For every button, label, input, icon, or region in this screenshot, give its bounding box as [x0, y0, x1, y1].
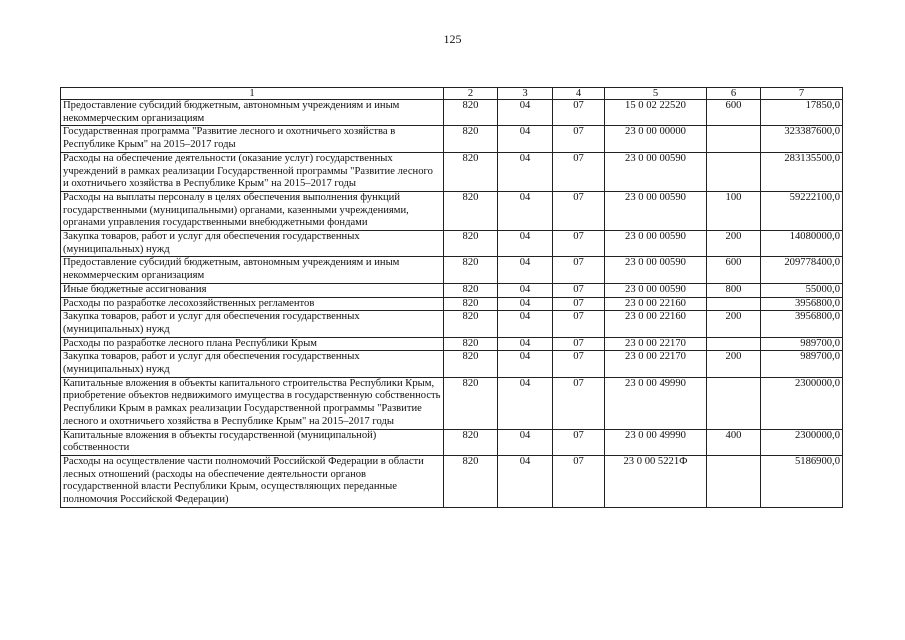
cell-col-6: 600: [707, 257, 761, 283]
table-row: [61, 297, 843, 311]
cell-col-4: 07: [553, 377, 605, 429]
cell-col-7: 2300000,0: [761, 377, 843, 429]
cell-col-6: [707, 152, 761, 191]
table-row: [61, 152, 843, 191]
cell-col-3: 04: [498, 257, 553, 283]
cell-col-3: 04: [498, 311, 553, 337]
row-description: Предоставление субсидий бюджетным, автономным учреждениям и иным некоммерческим организациям: [61, 257, 444, 283]
cell-col-2: 820: [444, 455, 498, 507]
cell-col-4: 07: [553, 311, 605, 337]
cell-col-7: 3956800,0: [761, 297, 843, 311]
cell-col-2: 820: [444, 152, 498, 191]
cell-col-2: 820: [444, 283, 498, 297]
row-description: Иные бюджетные ассигнования: [61, 283, 444, 297]
page-number: 125: [443, 32, 462, 46]
cell-col-6: [707, 455, 761, 507]
cell-col-4: 07: [553, 126, 605, 152]
row-description: Расходы на выплаты персоналу в целях обеспечения выполнения функций государственными (муниципальными) органами, казенными учреждениями, органами управления государственными внебюджетными фондами: [61, 191, 444, 230]
table-row: [61, 311, 843, 337]
cell-col-5: 23 0 00 00590: [605, 191, 707, 230]
cell-col-4: 07: [553, 351, 605, 377]
row-description: Государственная программа "Развитие лесного и охотничьего хозяйства в Республике Крым" на 2015–2017 годы: [61, 126, 444, 152]
cell-col-7: 323387600,0: [761, 126, 843, 152]
table-row: [61, 283, 843, 297]
column-header: 6: [707, 88, 761, 100]
cell-col-4: 07: [553, 152, 605, 191]
row-description: Расходы по разработке лесохозяйственных регламентов: [61, 297, 444, 311]
cell-col-7: 989700,0: [761, 337, 843, 351]
table-row: [61, 337, 843, 351]
cell-col-2: 820: [444, 231, 498, 257]
table-row: [61, 455, 843, 507]
cell-col-2: 820: [444, 311, 498, 337]
cell-col-7: 283135500,0: [761, 152, 843, 191]
cell-col-5: 23 0 00 00590: [605, 152, 707, 191]
table-body: [61, 100, 843, 508]
cell-col-2: 820: [444, 337, 498, 351]
cell-col-4: 07: [553, 283, 605, 297]
header-row: [61, 88, 843, 100]
cell-col-7: 17850,0: [761, 100, 843, 126]
cell-col-3: 04: [498, 455, 553, 507]
cell-col-7: 14080000,0: [761, 231, 843, 257]
cell-col-7: 989700,0: [761, 351, 843, 377]
cell-col-5: 23 0 00 22170: [605, 351, 707, 377]
cell-col-2: 820: [444, 297, 498, 311]
cell-col-6: 200: [707, 231, 761, 257]
cell-col-5: 23 0 00 49990: [605, 377, 707, 429]
column-header: 3: [498, 88, 553, 100]
row-description: Предоставление субсидий бюджетным, автономным учреждениям и иным некоммерческим организациям: [61, 100, 444, 126]
cell-col-3: 04: [498, 231, 553, 257]
cell-col-7: 3956800,0: [761, 311, 843, 337]
row-description: Расходы по разработке лесного плана Республики Крым: [61, 337, 444, 351]
cell-col-2: 820: [444, 257, 498, 283]
table-row: [61, 100, 843, 126]
cell-col-6: 800: [707, 283, 761, 297]
table-row: [61, 377, 843, 429]
column-header: 7: [761, 88, 843, 100]
cell-col-6: [707, 337, 761, 351]
cell-col-4: 07: [553, 100, 605, 126]
cell-col-3: 04: [498, 337, 553, 351]
cell-col-2: 820: [444, 377, 498, 429]
cell-col-6: [707, 377, 761, 429]
cell-col-3: 04: [498, 297, 553, 311]
cell-col-7: 5186900,0: [761, 455, 843, 507]
cell-col-3: 04: [498, 351, 553, 377]
row-description: Капитальные вложения в объекты государственной (муниципальной) собственности: [61, 429, 444, 455]
cell-col-2: 820: [444, 191, 498, 230]
cell-col-6: 200: [707, 311, 761, 337]
cell-col-5: 23 0 00 22160: [605, 297, 707, 311]
cell-col-4: 07: [553, 429, 605, 455]
cell-col-5: 23 0 00 22160: [605, 311, 707, 337]
cell-col-6: [707, 126, 761, 152]
cell-col-3: 04: [498, 100, 553, 126]
cell-col-5: 23 0 00 49990: [605, 429, 707, 455]
cell-col-5: 23 0 00 22170: [605, 337, 707, 351]
cell-col-4: 07: [553, 191, 605, 230]
table-row: [61, 191, 843, 230]
cell-col-4: 07: [553, 455, 605, 507]
cell-col-2: 820: [444, 100, 498, 126]
cell-col-5: 23 0 00 00590: [605, 257, 707, 283]
cell-col-7: 2300000,0: [761, 429, 843, 455]
table-row: [61, 429, 843, 455]
cell-col-4: 07: [553, 337, 605, 351]
row-description: Расходы на обеспечение деятельности (оказание услуг) государственных учреждений в рамках реализации Государственной программы "Развитие лесного и охотничьего хозяйства в Республике Крым" на 2015–2017 годы: [61, 152, 444, 191]
table-row: [61, 351, 843, 377]
cell-col-7: 55000,0: [761, 283, 843, 297]
cell-col-5: 23 0 00 00590: [605, 283, 707, 297]
cell-col-5: 23 0 00 00000: [605, 126, 707, 152]
cell-col-6: 200: [707, 351, 761, 377]
cell-col-4: 07: [553, 297, 605, 311]
cell-col-4: 07: [553, 231, 605, 257]
cell-col-6: [707, 297, 761, 311]
budget-table: [60, 87, 843, 508]
table-row: [61, 231, 843, 257]
cell-col-2: 820: [444, 429, 498, 455]
cell-col-6: 600: [707, 100, 761, 126]
row-description: Закупка товаров, работ и услуг для обеспечения государственных (муниципальных) нужд: [61, 351, 444, 377]
table-row: [61, 257, 843, 283]
cell-col-5: 15 0 02 22520: [605, 100, 707, 126]
table-row: [61, 126, 843, 152]
cell-col-5: 23 0 00 5221Ф: [605, 455, 707, 507]
cell-col-7: 209778400,0: [761, 257, 843, 283]
row-description: Расходы на осуществление части полномочий Российской Федерации в области лесных отношений (расходы на обеспечение деятельности органов государственной власти Республики Крым, осуществляющих переданные полномочия Российской Федерации): [61, 455, 444, 507]
cell-col-6: 100: [707, 191, 761, 230]
column-header: 2: [444, 88, 498, 100]
column-header: 1: [61, 88, 444, 100]
cell-col-3: 04: [498, 283, 553, 297]
cell-col-3: 04: [498, 429, 553, 455]
row-description: Капитальные вложения в объекты капитального строительства Республики Крым, приобретение объектов недвижимого имущества в государственную собственность Республики Крым в рамках реализации Государственной программы "Развитие лесного и охотничьего хозяйства в Республике Крым" на 2015–2017 годы: [61, 377, 444, 429]
cell-col-4: 07: [553, 257, 605, 283]
column-header: 5: [605, 88, 707, 100]
cell-col-7: 59222100,0: [761, 191, 843, 230]
cell-col-5: 23 0 00 00590: [605, 231, 707, 257]
cell-col-3: 04: [498, 377, 553, 429]
cell-col-2: 820: [444, 351, 498, 377]
row-description: Закупка товаров, работ и услуг для обеспечения государственных (муниципальных) нужд: [61, 311, 444, 337]
column-header: 4: [553, 88, 605, 100]
cell-col-6: 400: [707, 429, 761, 455]
row-description: Закупка товаров, работ и услуг для обеспечения государственных (муниципальных) нужд: [61, 231, 444, 257]
cell-col-3: 04: [498, 152, 553, 191]
cell-col-3: 04: [498, 191, 553, 230]
cell-col-3: 04: [498, 126, 553, 152]
cell-col-2: 820: [444, 126, 498, 152]
